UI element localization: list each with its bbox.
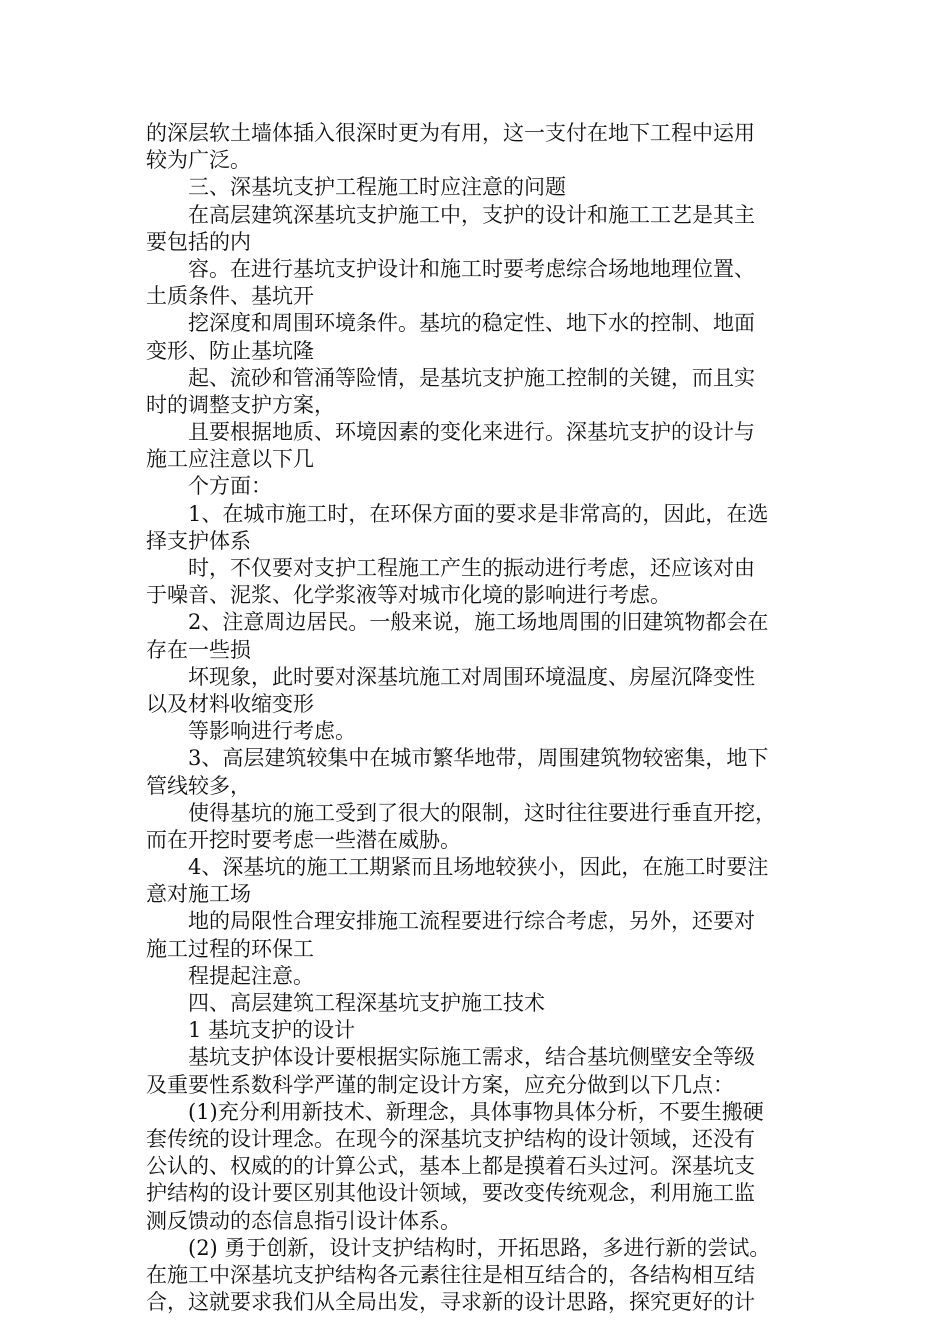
text-line: 要包括的内 xyxy=(146,229,251,254)
text-line: 四、高层建筑工程深基坑支护施工技术 xyxy=(188,991,545,1015)
text-line: 且要根据地质、环境因素的变化来进行。深基坑支护的设计与 xyxy=(188,420,755,445)
text-line: 时，不仅要对支护工程施工产生的振动进行考虑，还应该对由 xyxy=(188,556,755,580)
text-line: 护结构的设计要区别其他设计领域，要改变传统观念，利用施工监 xyxy=(146,1181,755,1206)
text-line: 个方面： xyxy=(188,474,272,499)
text-line: 而在开挖时要考虑一些潜在威胁。 xyxy=(146,827,461,852)
text-line: 变形、防止基坑隆 xyxy=(146,338,314,363)
text-line: 套传统的设计理念。在现今的深基坑支护结构的设计领域，还没有 xyxy=(146,1126,755,1151)
text-line: 1、在城市施工时，在环保方面的要求是非常高的，因此，在选 xyxy=(188,501,769,526)
text-line: 1 基坑支护的设计 xyxy=(188,1018,356,1043)
text-line: 存在一些损 xyxy=(146,637,251,662)
text-line: 3、高层建筑较集中在城市繁华地带，周围建筑物较密集，地下 xyxy=(188,746,769,771)
text-line: 土质条件、基坑开 xyxy=(146,284,314,309)
text-line: 挖深度和周围环境条件。基坑的稳定性、地下水的控制、地面 xyxy=(188,311,755,336)
text-line: 管线较多， xyxy=(146,773,251,798)
text-line: 测反馈动的态信息指引设计体系。 xyxy=(146,1208,461,1233)
text-line: 的深层软土墙体插入很深时更为有用，这一支付在地下工程中运用 xyxy=(146,121,755,145)
text-line: 施工过程的环保工 xyxy=(146,936,314,961)
text-line: 以及材料收缩变形 xyxy=(146,691,314,716)
text-line: 较为广泛。 xyxy=(146,148,251,173)
text-line: 基坑支护体设计要根据实际施工需求，结合基坑侧壁安全等级 xyxy=(188,1045,755,1070)
text-line: 在高层建筑深基坑支护施工中，支护的设计和施工工艺是其主 xyxy=(188,202,755,227)
text-line: 容。在进行基坑支护设计和施工时要考虑综合场地地理位置、 xyxy=(188,256,755,281)
text-line: 等影响进行考虑。 xyxy=(188,719,356,744)
text-line: 择支护体系 xyxy=(146,528,251,553)
text-line: 公认的、权威的的计算公式，基本上都是摸着石头过河。深基坑支 xyxy=(146,1154,755,1179)
text-line: 施工应注意以下几 xyxy=(146,447,314,472)
text-line: 时的调整支护方案， xyxy=(146,392,335,417)
text-line: 三、深基坑支护工程施工时应注意的问题 xyxy=(188,175,566,200)
text-line: 及重要性系数科学严谨的制定设计方案，应充分做到以下几点： xyxy=(146,1072,734,1097)
document-body xyxy=(146,120,816,1316)
text-line: 地的局限性合理安排施工流程要进行综合考虑，另外，还要对 xyxy=(188,909,755,934)
text-line: 坏现象，此时要对深基坑施工对周围环境温度、房屋沉降变性 xyxy=(188,664,755,689)
text-line: 意对施工场 xyxy=(146,882,251,907)
text-line: 合，这就要求我们从全局出发，寻求新的设计思路，探究更好的计 xyxy=(146,1290,755,1315)
text-line: 程提起注意。 xyxy=(188,963,314,988)
text-line: (1)充分利用新技术、新理念，具体事物具体分析，不要生搬硬 xyxy=(188,1099,764,1124)
text-line: 在施工中深基坑支护结构各元素往往是相互结合的，各结构相互结 xyxy=(146,1262,755,1287)
text-line: 于噪音、泥浆、化学浆液等对城市化境的影响进行考虑。 xyxy=(146,583,671,608)
text-line: 起、流砂和管涌等险情，是基坑支护施工控制的关键，而且实 xyxy=(188,365,755,390)
text-line: 4、深基坑的施工工期紧而且场地较狭小，因此，在施工时要注 xyxy=(188,855,769,880)
text-line: (2) 勇于创新，设计支护结构时，开拓思路，多进行新的尝试。 xyxy=(188,1235,771,1260)
text-line: 使得基坑的施工受到了很大的限制，这时往往要进行垂直开挖， xyxy=(188,800,776,825)
text-line: 2、注意周边居民。一般来说，施工场地周围的旧建筑物都会在 xyxy=(188,610,769,635)
